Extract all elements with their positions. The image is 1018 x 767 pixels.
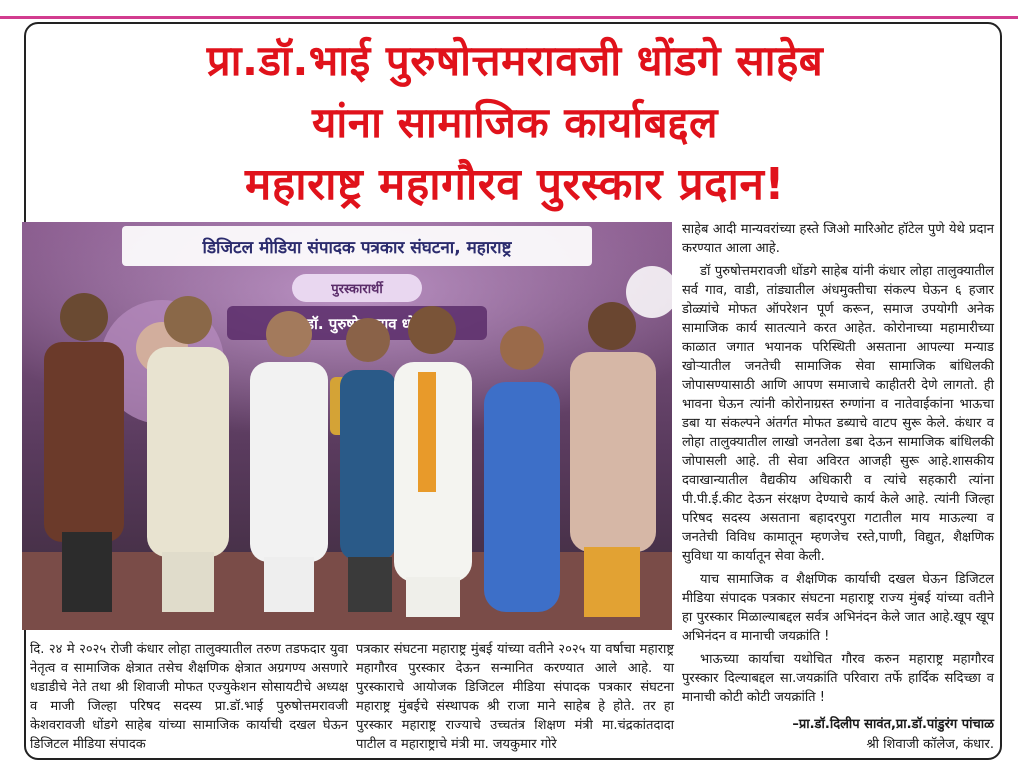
banner-title: डिजिटल मीडिया संपादक पत्रकार संघटना, महाराष्ट्र (202, 238, 512, 258)
article-paragraph: दि. २४ मे २०२५ रोजी कंधार लोहा तालुक्यातील तरुण तडफदार युवा नेतृत्व व सामाजिक क्षेत्रात तसेच शैक्षणिक क्षेत्रात अग्रगण्य असणारे धडाडीचे नेते तथा श्री शिवाजी मोफत एज्युकेशन सोसायटीचे अध्यक्ष व माजी जिल्हा परिषद सदस्य प्रा.डॉ.भाई पुरुषोत्तमरावजी केशवरावजी धोंडगे साहेब यांच्या सामाजिक कार्याची दखल घेऊन डिजिटल मीडिया संपादक (30, 642, 348, 752)
headline (40, 30, 990, 216)
headline-line-1: प्रा.डॉ.भाई पुरुषोत्तमरावजी धोंडगे साहेब (206, 36, 824, 85)
top-accent-strip (0, 0, 1018, 19)
signature-institution: श्री शिवाजी कॉलेज, कंधार. (866, 737, 994, 752)
article-paragraph: साहेब आदी मान्यवरांच्या हस्ते जिओ मारिओट हॉटेल पुणे येथे प्रदान करण्यात आला आहे. (682, 222, 994, 256)
headline-line-2: यांना सामाजिक कार्याबद्दल (312, 98, 718, 147)
article-paragraph: पत्रकार संघटना महाराष्ट्र मुंबई यांच्या वतीने २०२५ या वर्षाचा महाराष्ट्र महागौरव पुरस्कार देऊन सन्मानित करण्यात आले आहे. या पुरस्काराचे आयोजक डिजिटल मीडिया संपादक पत्रकार संघटना महाराष्ट्र मुंबईचे संस्थापक श्री राजा माने साहेब हे होते. तर हा पुरस्कार महाराष्ट्र राज्याचे उच्चतंत्र शिक्षण मंत्री मा.चंद्रकांतदादा पाटील व महाराष्ट्राचे मंत्री मा. जयकुमार गोरे (356, 642, 674, 752)
banner-subtitle: पुरस्कारार्थी (331, 282, 383, 297)
banner-name: डॉ. (305, 315, 324, 333)
article-paragraph: डॉ पुरुषोत्तमरावजी धोंडगे साहेब यांनी कंधार लोहा तालुक्यातील सर्व गाव, वाडी, तांड्यातील अंधमुक्तीचा संकल्प घेऊन ६ हजार डोळ्यांचे मोफत ऑपरेशन पूर्ण करून, समाज उपयोगी अनेक सामाजिक कार्य सातत्याने करत आहेत. कोरोनाच्या महामारीच्या काळात जगात भयानक परिस्थिती असताना आपल्या मन्याड खोऱ्यातील जनतेची सामाजिक सेवा सामाजिक बांधिलकी जोपासण्यासाठी आणि आपण समाजाचे काहीतरी देणे लागतो. ही भावना घेऊन त्यांनी कोरोनाग्रस्त रुग्णांना व नातेवाईकांना भाऊचा डबा या संकल्पने अंतर्गत मोफत डब्याचे वाटप सुरू केले. कंधार व लोहा तालुक्यातील लाखो जनतेला डबा देऊन सामाजिक बांधिलकी जोपासली आहे. ती सेवा अविरत आजही सुरू आहे.शासकीय दवाखान्यातील वैद्यकीय अधिकारी व त्यांचे सहकारी त्यांना पी.पी.ई.कीट देऊन संरक्षण देण्याचे कार्य केले आहे. त्यांनी जिल्हा परिषद सदस्य असताना बहादरपुरा गटातील माय माऊल्या व जनतेची विविध कामातून म्हणजेच रस्ते,पाणी, विद्युत, शैक्षणिक सुविधा या कार्यातून सेवा केली. (682, 264, 994, 564)
signature-authors: –प्रा.डॉ.दिलीप सावंत,प्रा.डॉ.पांडुरंग पांचाळ (792, 717, 994, 732)
article-column-right (682, 220, 994, 755)
article-column-left (30, 640, 348, 758)
headline-line-3: महाराष्ट्र महागौरव पुरस्कार प्रदान! (245, 159, 785, 210)
article-paragraph: भाऊच्या कार्याचा यथोचित गौरव करुन महाराष्ट्र महागौरव पुरस्कार दिल्याबद्दल सा.जयक्रांति परिवारा तर्फे हार्दिक सदिच्छा व मानाची कोटी कोटी जयक्रांति ! (682, 652, 994, 705)
article-paragraph: याच सामाजिक व शैक्षणिक कार्याची दखल घेऊन डिजिटल मीडिया संपादक पत्रकार संघटना महाराष्ट्र राज्य मुंबई यांच्या वतीने हा पुरस्कार मिळाल्याबद्दल सर्वत्र अभिनंदन केले जात आहे.खूप खूप अभिनंदन व मानाची जयक्रांति ! (682, 572, 994, 644)
photo-illustration (22, 222, 672, 630)
article-signature (682, 715, 994, 755)
award-ceremony-photo (22, 222, 672, 630)
article-column-middle (356, 640, 674, 758)
